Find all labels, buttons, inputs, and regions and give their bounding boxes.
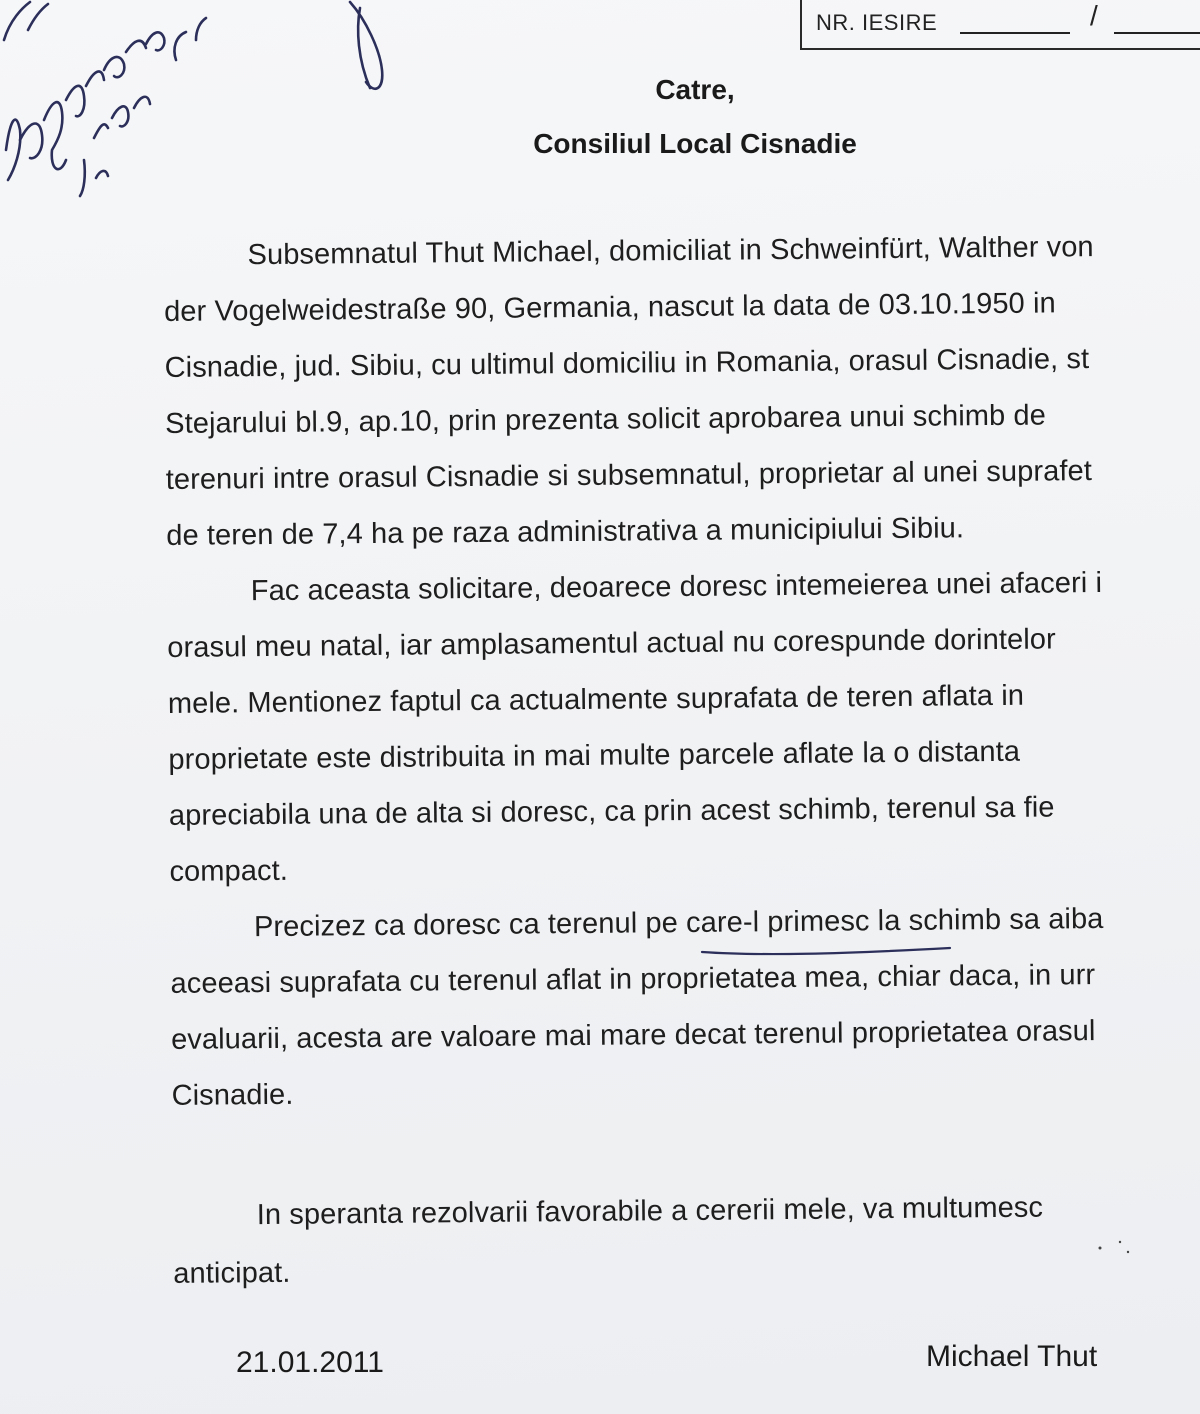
signature-name: Michael Thut bbox=[926, 1340, 1098, 1373]
paragraph2-line: apreciabila una de alta si doresc, ca prin acest schimb, terenul sa fie bbox=[168, 791, 1055, 832]
paragraph1-line: Subsemnatul Thut Michael, domiciliat in Schweinfürt, Walther von bbox=[247, 231, 1094, 272]
stamp-slash: / bbox=[1090, 0, 1098, 31]
paragraph3-line: Cisnadie. bbox=[171, 1078, 294, 1112]
paragraph2-line: mele. Mentionez faptul ca actualmente suprafata de teren aflata in bbox=[167, 679, 1025, 720]
paragraph3-line: aceeasi suprafata cu terenul aflat in proprietatea mea, chiar daca, in urr bbox=[170, 959, 1096, 1000]
closing-line: anticipat. bbox=[173, 1256, 291, 1290]
paragraph2-line: orasul meu natal, iar amplasamentul actual nu corespunde dorintelor bbox=[167, 623, 1056, 664]
paragraph2-line: Fac aceasta solicitare, deoarece doresc intemeierea unei afaceri i bbox=[250, 566, 1103, 608]
paragraph3-line: evaluarii, acesta are valoare mai mare decat terenul proprietatea orasul bbox=[170, 1015, 1096, 1056]
paragraph1-line: de teren de 7,4 ha pe raza administrativa a municipiului Sibiu. bbox=[166, 512, 965, 552]
addressee-line1: Catre, bbox=[655, 74, 735, 105]
paragraph1-line: terenuri intre orasul Cisnadie si subsemnatul, proprietar al unei suprafet bbox=[165, 455, 1093, 496]
paragraph3-line: Precizez ca doresc ca terenul pe care-l primesc la schimb sa aiba bbox=[253, 902, 1104, 944]
addressee-line2: Consiliul Local Cisnadie bbox=[533, 128, 857, 159]
paragraph1-line: der Vogelweidestraße 90, Germania, nascut la data de 03.10.1950 in bbox=[163, 287, 1056, 328]
stamp-label: NR. IESIRE bbox=[816, 10, 938, 35]
closing-line: In speranta rezolvarii favorabile a cererii mele, va multumesc bbox=[256, 1191, 1044, 1232]
paragraph1-line: Cisnadie, jud. Sibiu, cu ultimul domiciliu in Romania, orasul Cisnadie, st bbox=[164, 343, 1090, 384]
pen-underline bbox=[700, 940, 960, 960]
paragraph2-line: proprietate este distribuita in mai multe parcele aflate la o distanta bbox=[168, 735, 1021, 776]
ink-specks bbox=[1090, 1234, 1150, 1264]
letter-date: 21.01.2011 bbox=[236, 1346, 384, 1379]
paragraph2-line: compact. bbox=[169, 854, 289, 888]
paragraph1-line: Stejarului bl.9, ap.10, prin prezenta solicit aprobarea unui schimb de bbox=[165, 399, 1047, 440]
